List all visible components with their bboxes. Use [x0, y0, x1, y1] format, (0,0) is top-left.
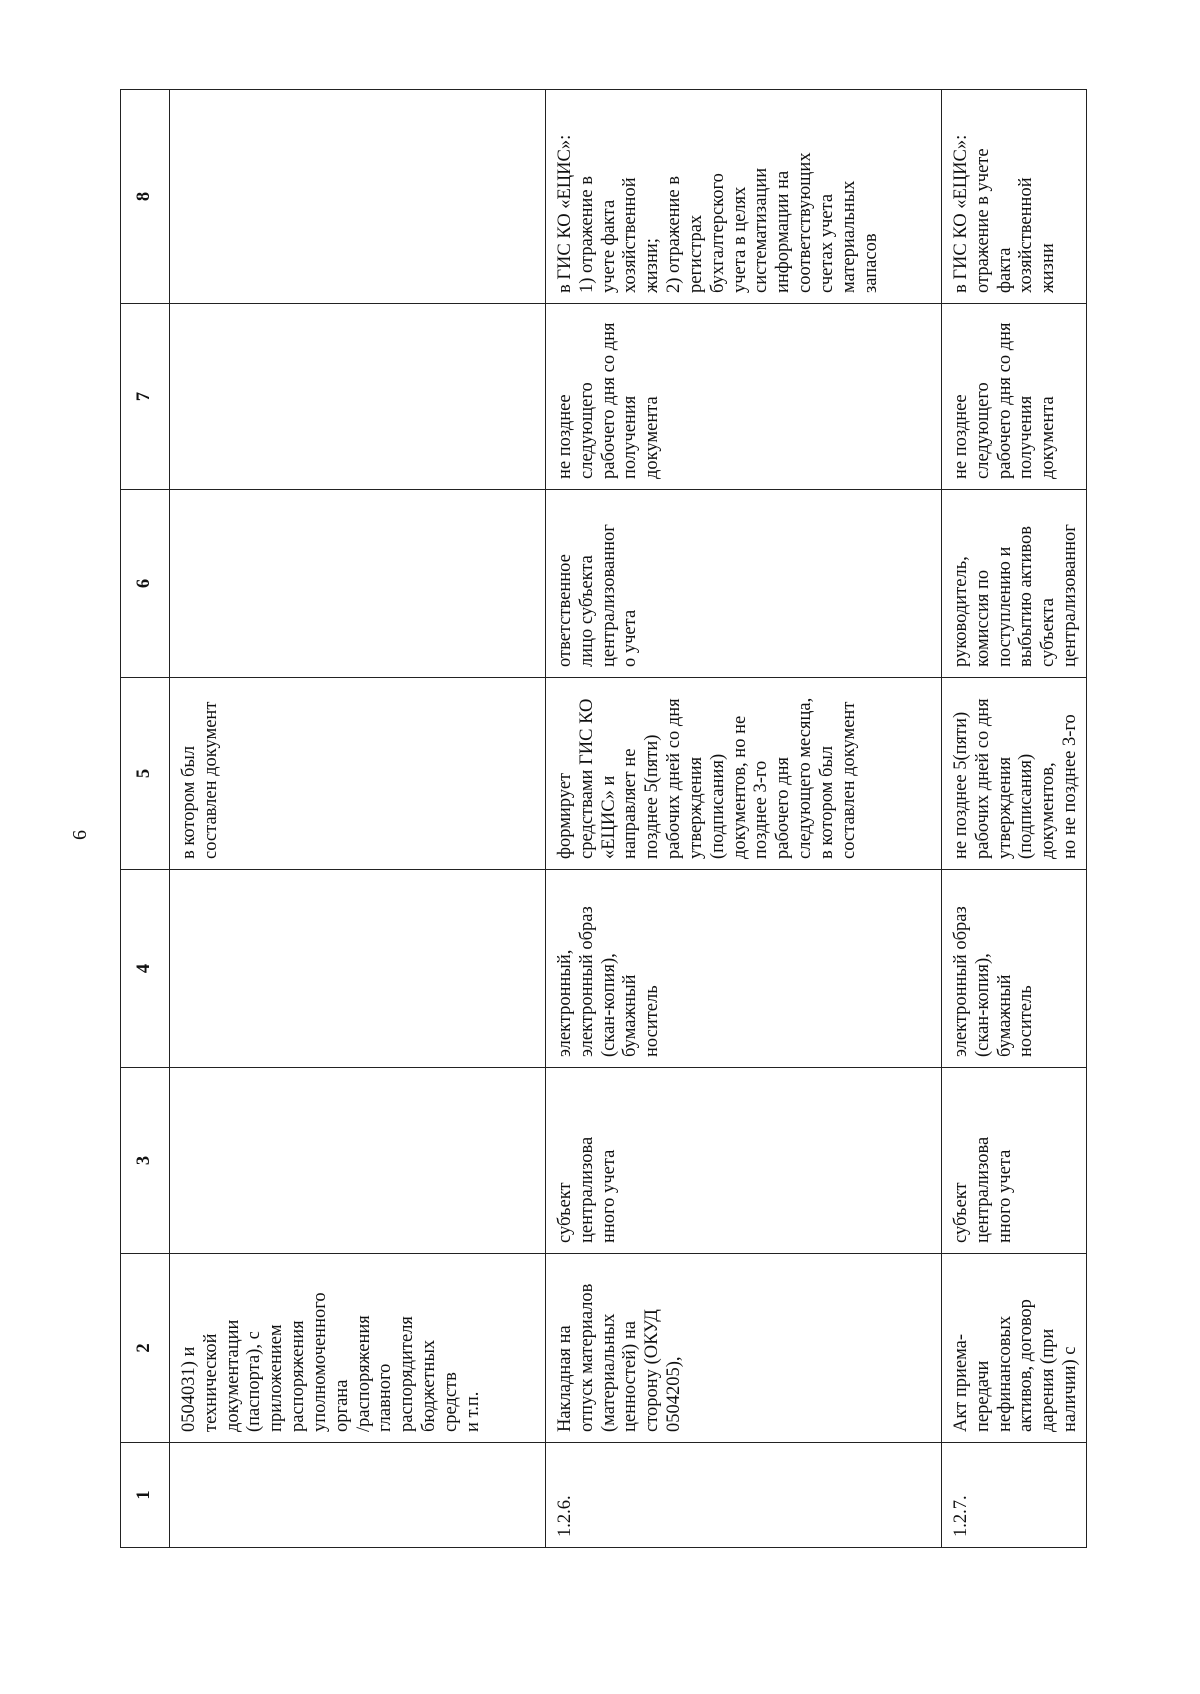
cell-responsible: руководитель, комиссия по поступлению и выбытию активов субъекта централизованног — [942, 490, 1087, 678]
cell-number: 1.2.7. — [942, 1443, 1087, 1548]
cell-result: в ГИС КО «ЕЦИС»: 1) отражение в учете факта хозяйственной жизни; 2) отражение в регистрах бухгалтерского учета в целях систематизации информации на соответствующих счетах учета материальных запасов — [546, 90, 942, 304]
cell-deadline: не позднее 5(пяти) рабочих дней со дня утверждения (подписания) документов, но не позднее 3-го — [942, 678, 1087, 870]
table-row — [546, 90, 942, 1548]
header-cell: 2 — [121, 1254, 170, 1443]
cell-processing-term: не позднее следующего рабочего дня со дня получения документа — [546, 304, 942, 490]
cell-deadline: формирует средствами ГИС КО «ЕЦИС» и направляет не позднее 5(пяти) рабочих дней со дня утверждения (подписания) документов, но не позднее 3-го рабочего дня следующего месяца, в котором был составлен документ — [546, 678, 942, 870]
table-row — [170, 90, 546, 1548]
header-cell: 6 — [121, 490, 170, 678]
rotated-table-wrapper — [120, 90, 1085, 1548]
cell-document-name: Акт приема- передачи нефинансовых активов, договор дарения (при наличии) с — [942, 1254, 1087, 1443]
table-row — [942, 90, 1087, 1548]
header-cell: 1 — [121, 1443, 170, 1548]
cell-responsible — [170, 490, 546, 678]
cell-number — [170, 1443, 546, 1548]
cell-number: 1.2.6. — [546, 1443, 942, 1548]
header-cell: 7 — [121, 304, 170, 490]
header-cell: 8 — [121, 90, 170, 304]
cell-processing-term — [170, 304, 546, 490]
header-cell: 3 — [121, 1068, 170, 1254]
cell-creator: субъект централизова нного учета — [942, 1068, 1087, 1254]
document-table — [120, 89, 1087, 1548]
cell-creator — [170, 1068, 546, 1254]
cell-format — [170, 870, 546, 1068]
cell-creator: субъект централизова нного учета — [546, 1068, 942, 1254]
header-cell: 5 — [121, 678, 170, 870]
cell-document-name: Накладная на отпуск материалов (материальных ценностей) на сторону (ОКУД 0504205), — [546, 1254, 942, 1443]
cell-responsible: ответственное лицо субъекта централизованног о учета — [546, 490, 942, 678]
cell-processing-term: не позднее следующего рабочего дня со дня получения документа — [942, 304, 1087, 490]
cell-document-name: 0504031) и технической документации (паспорта), с приложением распоряжения уполномоченного органа /распоряжения главного распорядителя бюджетных средств и т.п. — [170, 1254, 546, 1443]
cell-format: электронный, электронный образ (скан-копия), бумажный носитель — [546, 870, 942, 1068]
cell-result: в ГИС КО «ЕЦИС»: отражение в учете факта хозяйственной жизни — [942, 90, 1087, 304]
header-cell: 4 — [121, 870, 170, 1068]
cell-result — [170, 90, 546, 304]
header-row — [121, 90, 170, 1548]
cell-deadline: в котором был составлен документ — [170, 678, 546, 870]
page-number: 6 — [69, 830, 91, 840]
cell-format: электронный образ (скан-копия), бумажный носитель — [942, 870, 1087, 1068]
